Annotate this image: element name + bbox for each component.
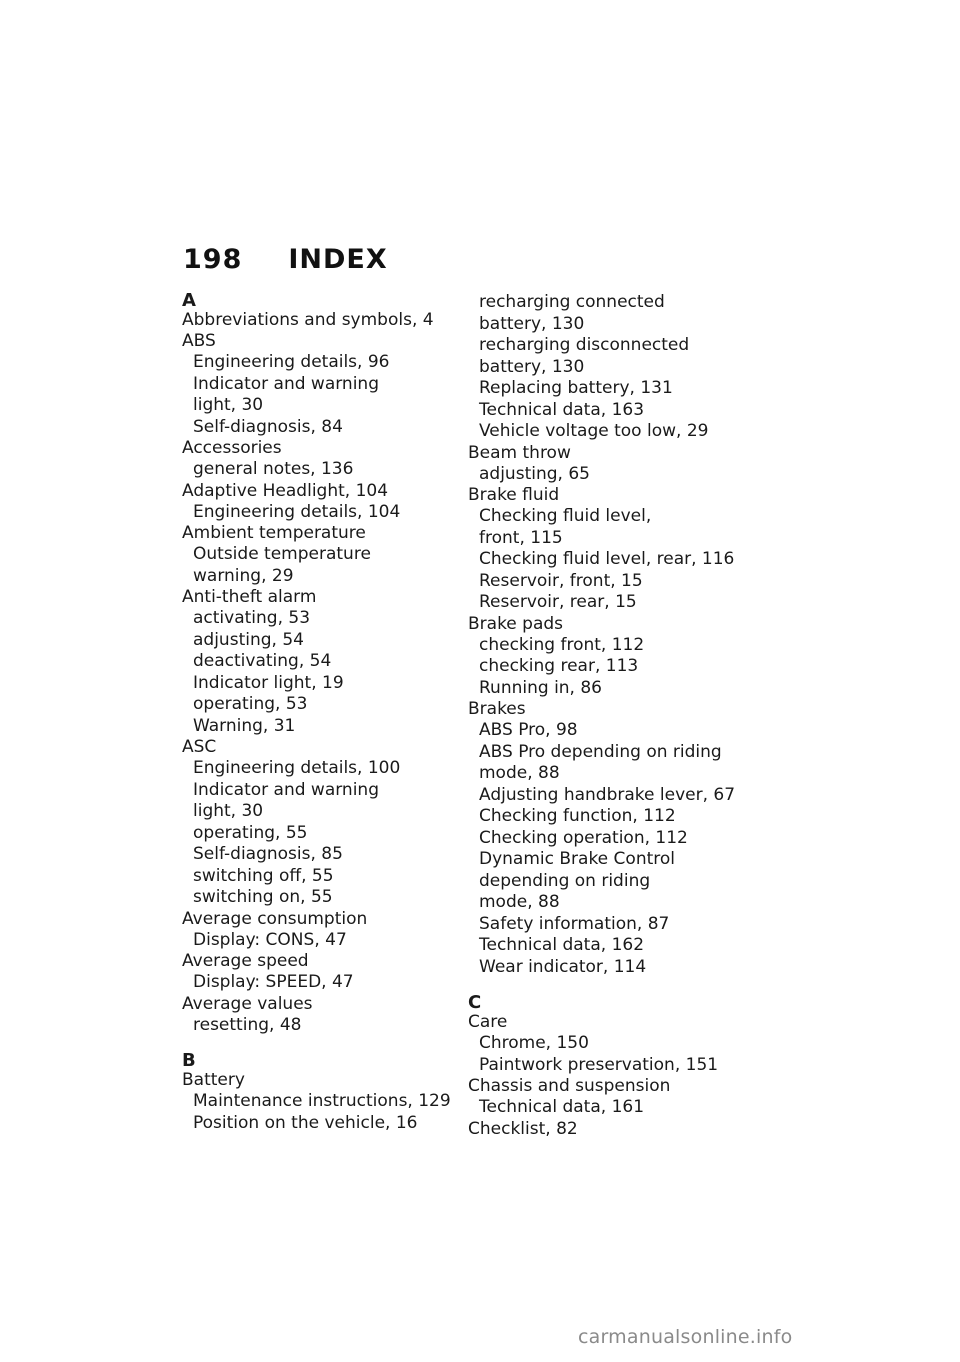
index-entry [182, 481, 467, 524]
index-subentry [182, 544, 467, 587]
section-letter: A [182, 290, 196, 311]
index-term: Anti-theft alarm [182, 587, 317, 607]
index-subentry [468, 571, 753, 593]
index-term: Brake fluid [468, 485, 560, 505]
page-title: INDEX [288, 244, 388, 275]
index-subentry [182, 823, 467, 845]
index-entry [468, 443, 753, 486]
index-subentry [468, 592, 753, 614]
subentry-line: mode, 88 [479, 763, 560, 783]
index-subentry [468, 378, 753, 400]
subentry-line: Running in, 86 [479, 677, 603, 698]
index-subentry [468, 635, 753, 657]
index-subentry [468, 292, 753, 335]
index-subentry [468, 421, 753, 443]
index-subentry [468, 464, 753, 486]
subentry-line: Technical data, 163 [479, 399, 645, 420]
index-entry [182, 994, 467, 1037]
index-entry [182, 1070, 467, 1134]
subentry-line: adjusting, 65 [479, 463, 590, 484]
index-subentry [468, 678, 753, 700]
index-subentry [182, 673, 467, 695]
watermark-text: carmanualsonline.info [578, 1326, 793, 1348]
index-term: Beam throw [468, 442, 571, 463]
subentry-line: general notes, 136 [193, 459, 354, 479]
subentry-line: Dynamic Brake Control [479, 849, 675, 869]
index-subentry [182, 1091, 467, 1113]
index-subentry [182, 1015, 467, 1037]
index-entry [468, 1119, 753, 1140]
page-header [183, 244, 388, 275]
index-subentry [182, 780, 467, 823]
index-subentry [182, 844, 467, 866]
subentry-line: mode, 88 [479, 892, 560, 912]
index-column-left [182, 292, 467, 1134]
index-subentry [468, 1055, 753, 1077]
subentry-line: Reservoir, rear, 15 [479, 592, 637, 612]
subentry-line: operating, 55 [193, 822, 308, 843]
subentry-line: Engineering details, 100 [193, 758, 401, 778]
subentry-line: Checking operation, 112 [479, 827, 688, 848]
subentry-line: resetting, 48 [193, 1014, 302, 1035]
subentry-line: Safety information, 87 [479, 913, 670, 934]
subentry-line: Self-diagnosis, 84 [193, 416, 343, 437]
subentry-line: switching off, 55 [193, 865, 334, 886]
index-subentry [468, 335, 753, 378]
index-entry [182, 951, 467, 994]
index-entry [182, 331, 467, 438]
subentry-line: Technical data, 162 [479, 935, 645, 955]
subentry-line: Checking fluid level, rear, 116 [479, 549, 735, 569]
subentry-line: Self-diagnosis, 85 [193, 844, 343, 864]
index-subentry [182, 502, 467, 524]
subentry-line: ABS Pro depending on riding [479, 741, 722, 762]
index-subentry [182, 716, 467, 738]
subentry-line: switching on, 55 [193, 887, 333, 907]
index-term: Abbreviations and symbols, 4 [182, 310, 434, 330]
subentry-line: Indicator and warning [193, 779, 379, 800]
section-letter: C [468, 992, 482, 1013]
index-subentry [182, 374, 467, 417]
subentry-line: deactivating, 54 [193, 651, 332, 671]
index-subentry [468, 720, 753, 742]
subentry-line: recharging connected [479, 292, 665, 312]
index-subentry [182, 1113, 467, 1135]
subentry-line: Technical data, 161 [479, 1097, 645, 1117]
index-subentry [468, 806, 753, 828]
subentry-line: battery, 130 [479, 313, 585, 334]
page-number: 198 [183, 244, 243, 275]
subentry-line: checking front, 112 [479, 634, 645, 655]
subentry-line: depending on riding [479, 870, 651, 891]
index-subentry [468, 914, 753, 936]
index-term: Battery [182, 1070, 245, 1090]
subentry-line: Reservoir, front, 15 [479, 570, 643, 591]
index-subentry [468, 785, 753, 807]
subentry-line: Warning, 31 [193, 715, 296, 736]
subentry-line: activating, 53 [193, 608, 311, 628]
index-subentry [468, 1033, 753, 1055]
index-entry [182, 523, 467, 587]
index-subentry [468, 1097, 753, 1119]
index-subentry [182, 694, 467, 716]
index-term: Accessories [182, 438, 282, 458]
index-subentry [182, 352, 467, 374]
subentry-line: Display: SPEED, 47 [193, 972, 354, 992]
index-term: Brakes [468, 699, 526, 719]
index-term: Adaptive Headlight, 104 [182, 480, 389, 501]
subentry-line: Vehicle voltage too low, 29 [479, 421, 709, 441]
index-subentry [182, 459, 467, 481]
subentry-line: light, 30 [193, 801, 264, 821]
index-entry [468, 1076, 753, 1119]
index-subentry [182, 866, 467, 888]
section-letter: B [182, 1050, 196, 1071]
index-entry [468, 292, 753, 443]
index-column-right [468, 292, 753, 1140]
subentry-line: Replacing battery, 131 [479, 378, 673, 398]
subentry-line: front, 115 [479, 527, 563, 548]
subentry-line: adjusting, 54 [193, 629, 304, 650]
index-subentry [182, 972, 467, 994]
index-subentry [468, 400, 753, 422]
index-subentry [468, 828, 753, 850]
index-term: Care [468, 1012, 508, 1032]
index-entry [468, 699, 753, 978]
subentry-line: Engineering details, 104 [193, 501, 401, 522]
index-subentry [182, 758, 467, 780]
index-entry [468, 485, 753, 614]
subentry-line: Indicator light, 19 [193, 672, 344, 693]
index-subentry [182, 417, 467, 439]
subentry-line: Checking function, 112 [479, 806, 676, 826]
index-subentry [468, 742, 753, 785]
index-subentry [468, 957, 753, 979]
index-entry [468, 614, 753, 700]
subentry-line: Position on the vehicle, 16 [193, 1112, 418, 1133]
index-subentry [182, 930, 467, 952]
index-term: Average consumption [182, 908, 368, 929]
index-term: Chassis and suspension [468, 1076, 671, 1096]
index-entry [182, 587, 467, 737]
index-term: ASC [182, 737, 217, 757]
index-entry [182, 737, 467, 909]
subentry-line: battery, 130 [479, 356, 585, 377]
index-entry [182, 438, 467, 481]
subentry-line: recharging disconnected [479, 335, 690, 355]
subentry-line: Outside temperature [193, 544, 371, 564]
index-term: ABS [182, 331, 216, 351]
subentry-line: Checking fluid level, [479, 506, 652, 526]
index-subentry [468, 549, 753, 571]
index-subentry [182, 608, 467, 630]
index-term: Ambient temperature [182, 523, 366, 543]
subentry-line: Chrome, 150 [479, 1033, 589, 1053]
index-subentry [468, 849, 753, 914]
subentry-line: checking rear, 113 [479, 656, 639, 676]
index-entry [182, 909, 467, 952]
subentry-line: light, 30 [193, 395, 264, 415]
index-subentry [468, 506, 753, 549]
subentry-line: warning, 29 [193, 565, 294, 586]
index-term: Brake pads [468, 613, 564, 634]
index-term: Average values [182, 993, 313, 1014]
subentry-line: Engineering details, 96 [193, 352, 390, 372]
subentry-line: Display: CONS, 47 [193, 929, 347, 950]
subentry-line: Adjusting handbrake lever, 67 [479, 784, 736, 805]
subentry-line: Paintwork preservation, 151 [479, 1054, 719, 1075]
index-subentry [468, 656, 753, 678]
index-subentry [182, 651, 467, 673]
subentry-line: ABS Pro, 98 [479, 720, 578, 740]
index-subentry [182, 630, 467, 652]
subentry-line: operating, 53 [193, 694, 308, 714]
index-term: Average speed [182, 951, 309, 971]
index-term: Checklist, 82 [468, 1118, 578, 1139]
subentry-line: Maintenance instructions, 129 [193, 1091, 451, 1111]
subentry-line: Wear indicator, 114 [479, 956, 647, 977]
index-entry [468, 1012, 753, 1076]
index-subentry [468, 935, 753, 957]
subentry-line: Indicator and warning [193, 373, 379, 394]
index-subentry [182, 887, 467, 909]
index-entry [182, 310, 467, 331]
